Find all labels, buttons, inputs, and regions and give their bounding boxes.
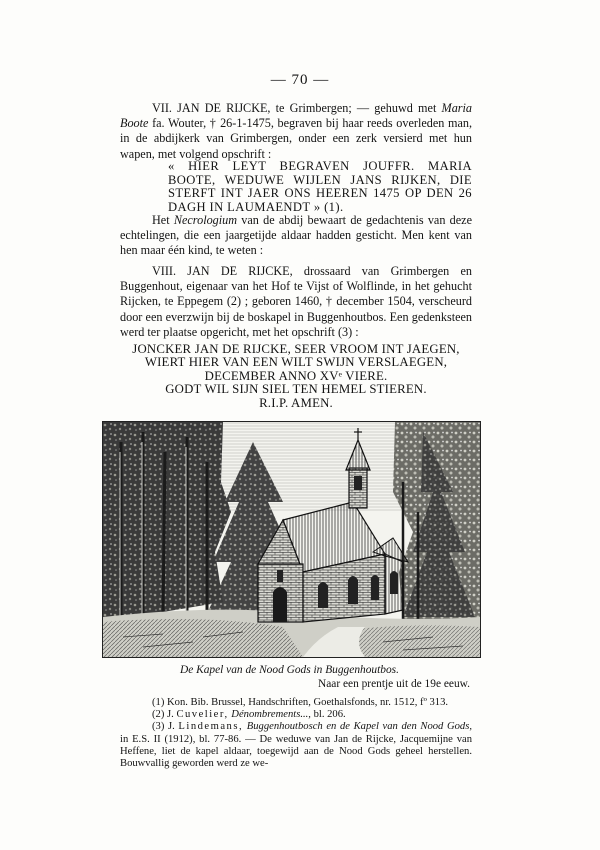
name-maria-boote: Maria Boote [120, 101, 473, 131]
section-7-paragraph: VII. JAN DE RIJCKE, te Grimbergen; — gehuwd met Maria Boote fa. Wouter, † 26-1-1475, begraven bij haar reeds overleden man, in de abdijkerk van Grimbergen, onder een zerk versierd met hun wapen, met volgend opschrift : [120, 101, 473, 161]
footnotes [120, 697, 472, 770]
chapel-engraving [102, 421, 481, 658]
chapel-illustration [103, 422, 480, 657]
caption-title: De Kapel van de Nood Gods in Buggenhoutbos. [180, 664, 399, 676]
footnote-1: (1) Kon. Bib. Brussel, Handschriften, Goethalsfonds, nr. 1512, fº 313. [152, 697, 449, 708]
inscription-line: DECEMBER ANNO XVᵉ VIERE. [204, 368, 388, 383]
inscription-line: JONCKER JAN DE RIJCKE, SEER VROOM INT JAEGEN, [132, 342, 460, 356]
inscription-line: GODT WIL SIJN SIEL TEN HEMEL STIEREN. [165, 382, 427, 397]
memorial-stone-inscription [120, 343, 472, 410]
engraving-caption [180, 663, 470, 691]
tomb-inscription-quote: « HIER LEYT BEGRAVEN JOUFFR. MARIA BOOTE, WEDUWE WIJLEN JANS RIJKEN, DIE STERFT INT JAER ONS HEEREN 1475 OP DEN 26 DAGH IN LAUMAENDT » (1). [168, 159, 472, 214]
inscription-line: R.I.P. AMEN. [259, 395, 333, 410]
footnote-3: (3) J. Lindemans, Buggenhoutbosch en de Kapel van den Nood Gods, in E.S. II (1912), bl. 77-86. — De weduwe van Jan de Rijcke, Jacquemijne van Heffene, liet de kapel aldaar, toegewijd aan de Nood Gods geheel herstellen. Bouwvallig geworden werd ze we- [120, 721, 472, 770]
caption-subtitle: Naar een prentje uit de 19e eeuw. [317, 678, 470, 690]
necrologium-paragraph: Het Necrologium van de abdij bewaart de gedachtenis van deze echtelingen, die een jaargetijde aldaar hadden gesticht. Men kent van hen maar één kind, te weten : [120, 213, 472, 258]
inscription-line: WIERT HIER VAN EEN WILT SWIJN VERSLAEGEN, [144, 355, 448, 370]
footnote-2: (2) J. Cuvelier, Dénombrements..., bl. 206. [152, 709, 346, 721]
section-8-paragraph: VIII. JAN DE RIJCKE, drossaard van Grimbergen en Buggenhout, eigenaar van het Hof te Vijst of Wolflinde, in het gehucht Rijcken, te Eppegem (2) ; geboren 1460, † december 1504, verscheurd door een everzwijn bij de boskapel in Buggenhoutbos. Een gedenksteen werd ter plaatse opgericht, met het opschrift (3) : [120, 264, 472, 339]
page-number: — 70 — [270, 72, 330, 88]
